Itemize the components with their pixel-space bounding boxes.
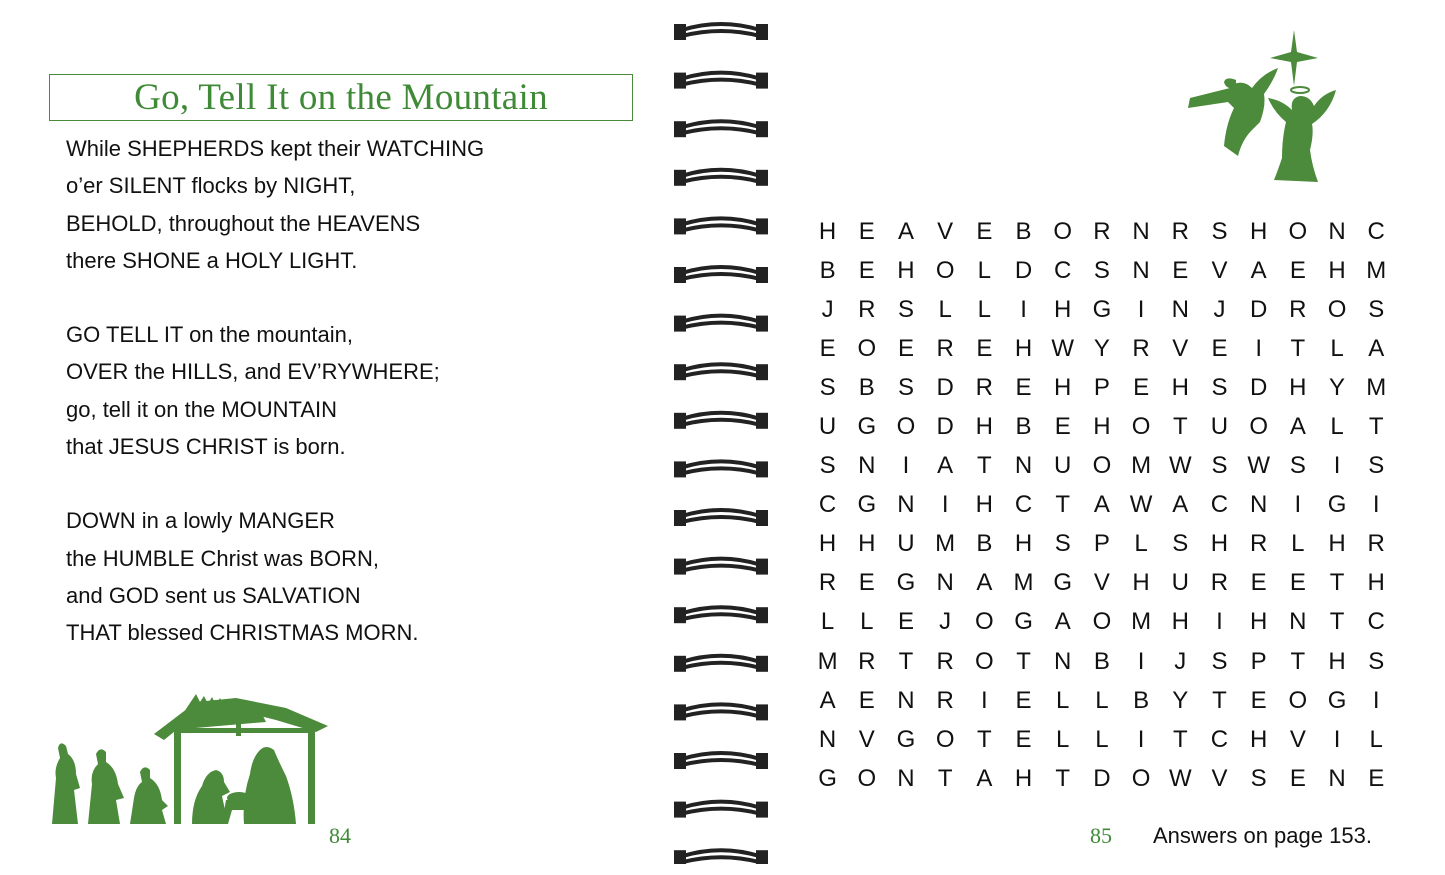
grid-letter: C [1367, 608, 1385, 636]
lyric-line: there SHONE a HOLY LIGHT. [66, 247, 358, 273]
grid-letter: M [1013, 569, 1034, 597]
grid-letter: N [1132, 217, 1150, 245]
grid-letter: H [1171, 608, 1189, 636]
grid-letter: I [1372, 686, 1380, 714]
grid-letter: W [1168, 764, 1192, 792]
grid-letter: N [897, 686, 915, 714]
grid-letter: E [1289, 764, 1306, 792]
stanza-3 [66, 502, 626, 651]
grid-letter: I [1255, 334, 1262, 362]
grid-letter: V [1172, 334, 1189, 362]
lyric-line: THAT blessed CHRISTMAS MORN. [66, 620, 419, 646]
grid-letter: H [1328, 256, 1346, 284]
grid-letter: N [1132, 256, 1150, 284]
grid-letter: G [1014, 608, 1033, 636]
grid-letter: U [1054, 452, 1072, 480]
grid-letter: S [1289, 452, 1306, 480]
lyric-line: GO TELL IT on the mountain, [66, 322, 353, 348]
grid-letter: H [1014, 530, 1033, 558]
grid-letter: T [1055, 764, 1071, 792]
grid-letter: N [897, 491, 915, 519]
grid-letter: N [1054, 647, 1072, 675]
grid-letter: W [1129, 491, 1153, 519]
grid-letter: B [1015, 413, 1032, 441]
grid-letter: I [1137, 647, 1145, 675]
grid-letter: L [1056, 725, 1070, 753]
grid-letter: U [818, 413, 837, 441]
spiral-ring [674, 753, 768, 769]
grid-letter: B [1015, 217, 1032, 245]
grid-letter: N [1328, 217, 1346, 245]
grid-letter: E [1172, 256, 1189, 284]
grid-letter: E [1368, 764, 1385, 792]
grid-letter: B [1093, 647, 1110, 675]
grid-letter: J [1213, 295, 1226, 323]
grid-letter: L [938, 295, 952, 323]
grid-letter: E [819, 334, 836, 362]
grid-letter: H [1249, 725, 1268, 753]
lyric-line: and GOD sent us SALVATION [66, 582, 361, 608]
grid-letter: N [936, 569, 954, 597]
grid-letter: A [1250, 256, 1267, 284]
grid-letter: O [1053, 217, 1073, 245]
grid-letter: C [818, 491, 837, 519]
grid-letter: P [1093, 530, 1110, 558]
grid-letter: V [1289, 725, 1306, 753]
nativity-scene-icon [46, 688, 336, 828]
grid-letter: S [1368, 647, 1385, 675]
grid-letter: R [975, 373, 994, 401]
grid-letter: O [935, 725, 955, 753]
grid-letter: G [857, 491, 877, 519]
grid-letter: B [1133, 686, 1150, 714]
grid-letter: Y [1093, 334, 1110, 362]
grid-letter: U [1210, 413, 1229, 441]
grid-letter: E [897, 608, 914, 636]
spiral-ring [674, 170, 768, 186]
grid-letter: U [1171, 569, 1189, 597]
grid-letter: C [1210, 491, 1229, 519]
grid-letter: I [1372, 491, 1380, 519]
grid-letter: D [1093, 764, 1111, 792]
grid-letter: E [1015, 686, 1032, 714]
stanza-2 [66, 316, 626, 465]
grid-letter: R [858, 647, 876, 675]
grid-letter: E [858, 217, 875, 245]
lyric-line: BEHOLD, throughout the HEAVENS [66, 210, 421, 236]
grid-letter: N [858, 452, 876, 480]
grid-letter: G [896, 725, 916, 753]
grid-letter: E [897, 334, 914, 362]
angels-with-star-icon [1186, 28, 1346, 188]
grid-letter: N [818, 725, 837, 753]
grid-letter: H [1328, 647, 1346, 675]
grid-letter: G [857, 413, 877, 441]
spiral-ring [674, 413, 768, 429]
grid-letter: H [1014, 764, 1033, 792]
grid-letter: D [936, 373, 954, 401]
spiral-ring [674, 73, 768, 89]
grid-letter: T [1290, 647, 1306, 675]
grid-letter: Y [1172, 686, 1189, 714]
grid-letter: G [1092, 295, 1112, 323]
grid-letter: H [1132, 569, 1150, 597]
grid-letter: S [1211, 373, 1228, 401]
grid-letter: H [1054, 295, 1072, 323]
grid-letter: C [1367, 217, 1385, 245]
grid-letter: I [941, 491, 949, 519]
grid-letter: P [1093, 373, 1110, 401]
grid-letter: M [1131, 452, 1152, 480]
grid-letter: V [937, 217, 954, 245]
grid-letter: A [1172, 491, 1189, 519]
grid-letter: O [857, 764, 877, 792]
spiral-ring [674, 802, 768, 818]
grid-letter: G [1327, 491, 1347, 519]
grid-letter: C [1054, 256, 1072, 284]
grid-letter: Y [1329, 373, 1346, 401]
grid-letter: C [1014, 491, 1033, 519]
grid-letter: M [1366, 256, 1387, 284]
grid-letter: T [977, 725, 992, 753]
grid-letter: M [1366, 373, 1387, 401]
grid-letter: L [820, 608, 835, 636]
grid-letter: H [818, 217, 837, 245]
grid-letter: R [1367, 530, 1385, 558]
grid-letter: L [1095, 686, 1109, 714]
grid-letter: T [1172, 725, 1188, 753]
answers-note: Answers on page 153. [1153, 823, 1372, 848]
spiral-ring [674, 24, 768, 40]
grid-letter: I [1333, 452, 1341, 480]
grid-letter: N [1328, 764, 1346, 792]
grid-letter: S [1211, 217, 1228, 245]
grid-letter: D [1014, 256, 1033, 284]
grid-letter: T [1055, 491, 1071, 519]
grid-letter: L [977, 295, 992, 323]
grid-letter: A [1289, 413, 1306, 441]
spiral-ring [674, 850, 768, 864]
grid-letter: R [1210, 569, 1229, 597]
grid-letter: V [1093, 569, 1110, 597]
spiral-ring [674, 218, 768, 234]
lyric-line: o’er SILENT flocks by NIGHT, [66, 173, 356, 199]
grid-letter: V [1211, 764, 1228, 792]
grid-letter: C [1210, 725, 1229, 753]
grid-letter: B [819, 256, 836, 284]
grid-letter: R [936, 686, 954, 714]
grid-letter: L [1330, 413, 1344, 441]
grid-letter: T [937, 764, 953, 792]
grid-letter: E [1250, 686, 1267, 714]
lyric-line: OVER the HILLS, and EV’RYWHERE; [66, 359, 440, 385]
grid-letter: O [857, 334, 877, 362]
grid-letter: O [935, 256, 955, 284]
grid-letter: E [1211, 334, 1228, 362]
grid-letter: H [975, 491, 994, 519]
lyric-line: the HUMBLE Christ was BORN, [66, 545, 379, 571]
grid-letter: E [1015, 373, 1032, 401]
grid-letter: H [1054, 373, 1072, 401]
grid-letter: T [1212, 686, 1227, 714]
grid-letter: O [1092, 608, 1112, 636]
grid-letter: D [936, 413, 954, 441]
grid-letter: H [1014, 334, 1033, 362]
grid-letter: M [817, 647, 838, 675]
title-box [49, 74, 633, 121]
lyric-line: DOWN in a lowly MANGER [66, 508, 335, 534]
spiral-ring [674, 316, 768, 332]
grid-letter: E [858, 686, 875, 714]
grid-letter: D [1249, 373, 1268, 401]
grid-letter: T [898, 647, 914, 675]
grid-letter: M [935, 530, 956, 558]
grid-letter: R [1093, 217, 1111, 245]
grid-letter: P [1250, 647, 1267, 675]
spiral-ring [674, 607, 768, 623]
grid-letter: N [1014, 452, 1033, 480]
page-title: Go, Tell It on the Mountain [134, 77, 548, 118]
grid-letter: M [1131, 608, 1152, 636]
grid-letter: H [1093, 413, 1111, 441]
grid-letter: H [1171, 373, 1189, 401]
grid-letter: H [1328, 530, 1346, 558]
spiral-ring [674, 704, 768, 720]
grid-letter: N [897, 764, 915, 792]
grid-letter: H [975, 413, 994, 441]
grid-letter: W [1051, 334, 1075, 362]
grid-letter: T [1329, 569, 1345, 597]
grid-letter: G [1327, 686, 1347, 714]
grid-letter: E [976, 217, 993, 245]
grid-letter: T [1016, 647, 1031, 675]
grid-letter: O [975, 647, 994, 675]
lyric-line: that JESUS CHRIST is born. [66, 434, 346, 460]
grid-letter: L [977, 256, 992, 284]
grid-letter: I [1020, 295, 1027, 323]
grid-letter: A [937, 452, 954, 480]
grid-letter: L [860, 608, 874, 636]
spiral-binding-icon [672, 14, 770, 864]
grid-letter: I [981, 686, 988, 714]
grid-letter: O [1249, 413, 1268, 441]
grid-letter: O [1288, 217, 1308, 245]
grid-letter: O [1327, 295, 1347, 323]
spiral-ring [674, 364, 768, 380]
grid-letter: S [1172, 530, 1189, 558]
grid-letter: G [896, 569, 916, 597]
grid-letter: O [1092, 452, 1112, 480]
grid-letter: R [818, 569, 837, 597]
grid-letter: B [858, 373, 875, 401]
grid-letter: E [858, 569, 875, 597]
grid-letter: L [1134, 530, 1148, 558]
lyric-line: While SHEPHERDS kept their WATCHING [66, 136, 485, 161]
grid-letter: L [1095, 725, 1109, 753]
spiral-ring [674, 510, 768, 526]
grid-letter: L [1291, 530, 1305, 558]
grid-letter: L [1330, 334, 1344, 362]
grid-letter: S [1250, 764, 1267, 792]
grid-letter: E [1250, 569, 1267, 597]
grid-letter: H [1367, 569, 1385, 597]
grid-letter: A [1054, 608, 1071, 636]
grid-letter: I [1216, 608, 1223, 636]
grid-letter: T [1290, 334, 1306, 362]
grid-letter: H [818, 530, 837, 558]
grid-letter: R [858, 295, 876, 323]
grid-letter: R [1132, 334, 1150, 362]
grid-letter: I [1137, 725, 1145, 753]
grid-letter: A [819, 686, 836, 714]
grid-letter: U [897, 530, 915, 558]
grid-letter: E [1133, 373, 1150, 401]
grid-letter: I [1333, 725, 1341, 753]
grid-letter: I [1294, 491, 1302, 519]
grid-letter: A [976, 764, 993, 792]
grid-letter: V [858, 725, 875, 753]
grid-letter: R [936, 647, 954, 675]
spiral-ring [674, 267, 768, 283]
grid-letter: J [939, 608, 952, 636]
spiral-ring [674, 559, 768, 575]
grid-letter: I [1137, 295, 1145, 323]
grid-letter: E [976, 334, 993, 362]
grid-letter: J [1174, 647, 1187, 675]
grid-letter: S [897, 295, 914, 323]
lyrics [66, 130, 626, 689]
grid-letter: O [975, 608, 994, 636]
grid-letter: S [1211, 647, 1228, 675]
grid-letter: R [936, 334, 954, 362]
word-search-grid [808, 212, 1396, 798]
grid-letter: T [1172, 413, 1188, 441]
spiral-ring [674, 461, 768, 477]
grid-letter: H [858, 530, 876, 558]
grid-letter: R [1289, 295, 1307, 323]
grid-letter: E [858, 256, 875, 284]
grid-letter: L [1369, 725, 1383, 753]
grid-letter: W [1247, 452, 1270, 480]
grid-letter: T [1329, 608, 1345, 636]
grid-letter: O [1131, 413, 1151, 441]
grid-letter: A [1093, 491, 1110, 519]
grid-letter: I [902, 452, 910, 480]
grid-letter: S [1368, 452, 1385, 480]
grid-letter: O [1131, 764, 1151, 792]
grid-letter: S [897, 373, 914, 401]
grid-letter: H [1249, 608, 1268, 636]
grid-letter: D [1249, 295, 1268, 323]
grid-letter: G [1053, 569, 1073, 597]
grid-letter: H [1210, 530, 1229, 558]
grid-letter: A [897, 217, 914, 245]
grid-letter: O [896, 413, 916, 441]
grid-letter: S [1054, 530, 1071, 558]
grid-letter: E [1289, 569, 1306, 597]
grid-letter: S [1211, 452, 1228, 480]
grid-letter: L [1056, 686, 1070, 714]
grid-letter: E [1054, 413, 1071, 441]
lyric-line: go, tell it on the MOUNTAIN [66, 396, 338, 422]
grid-letter: O [1288, 686, 1308, 714]
grid-letter: R [1249, 530, 1268, 558]
grid-letter: H [897, 256, 915, 284]
grid-letter: N [1171, 295, 1189, 323]
grid-letter: A [976, 569, 993, 597]
grid-letter: N [1249, 491, 1268, 519]
grid-letter: J [821, 295, 834, 323]
grid-letter: B [976, 530, 993, 558]
grid-letter: T [977, 452, 992, 480]
grid-letter: W [1168, 452, 1192, 480]
grid-letter: H [1249, 217, 1268, 245]
page-number-left: 84 [329, 823, 351, 848]
spiral-ring [674, 656, 768, 672]
grid-letter: N [1289, 608, 1307, 636]
stanza-1 [66, 130, 626, 279]
grid-letter: G [818, 764, 837, 792]
grid-letter: S [819, 373, 836, 401]
grid-letter: S [1093, 256, 1110, 284]
grid-letter: A [1368, 334, 1385, 362]
grid-letter: S [1368, 295, 1385, 323]
page-number-right: 85 [1090, 823, 1112, 848]
grid-letter: S [819, 452, 836, 480]
grid-letter: H [1289, 373, 1307, 401]
spiral-ring [674, 121, 768, 137]
grid-letter: R [1171, 217, 1189, 245]
grid-letter: E [1015, 725, 1032, 753]
grid-letter: E [1289, 256, 1306, 284]
grid-letter: V [1211, 256, 1228, 284]
grid-letter: T [1368, 413, 1384, 441]
